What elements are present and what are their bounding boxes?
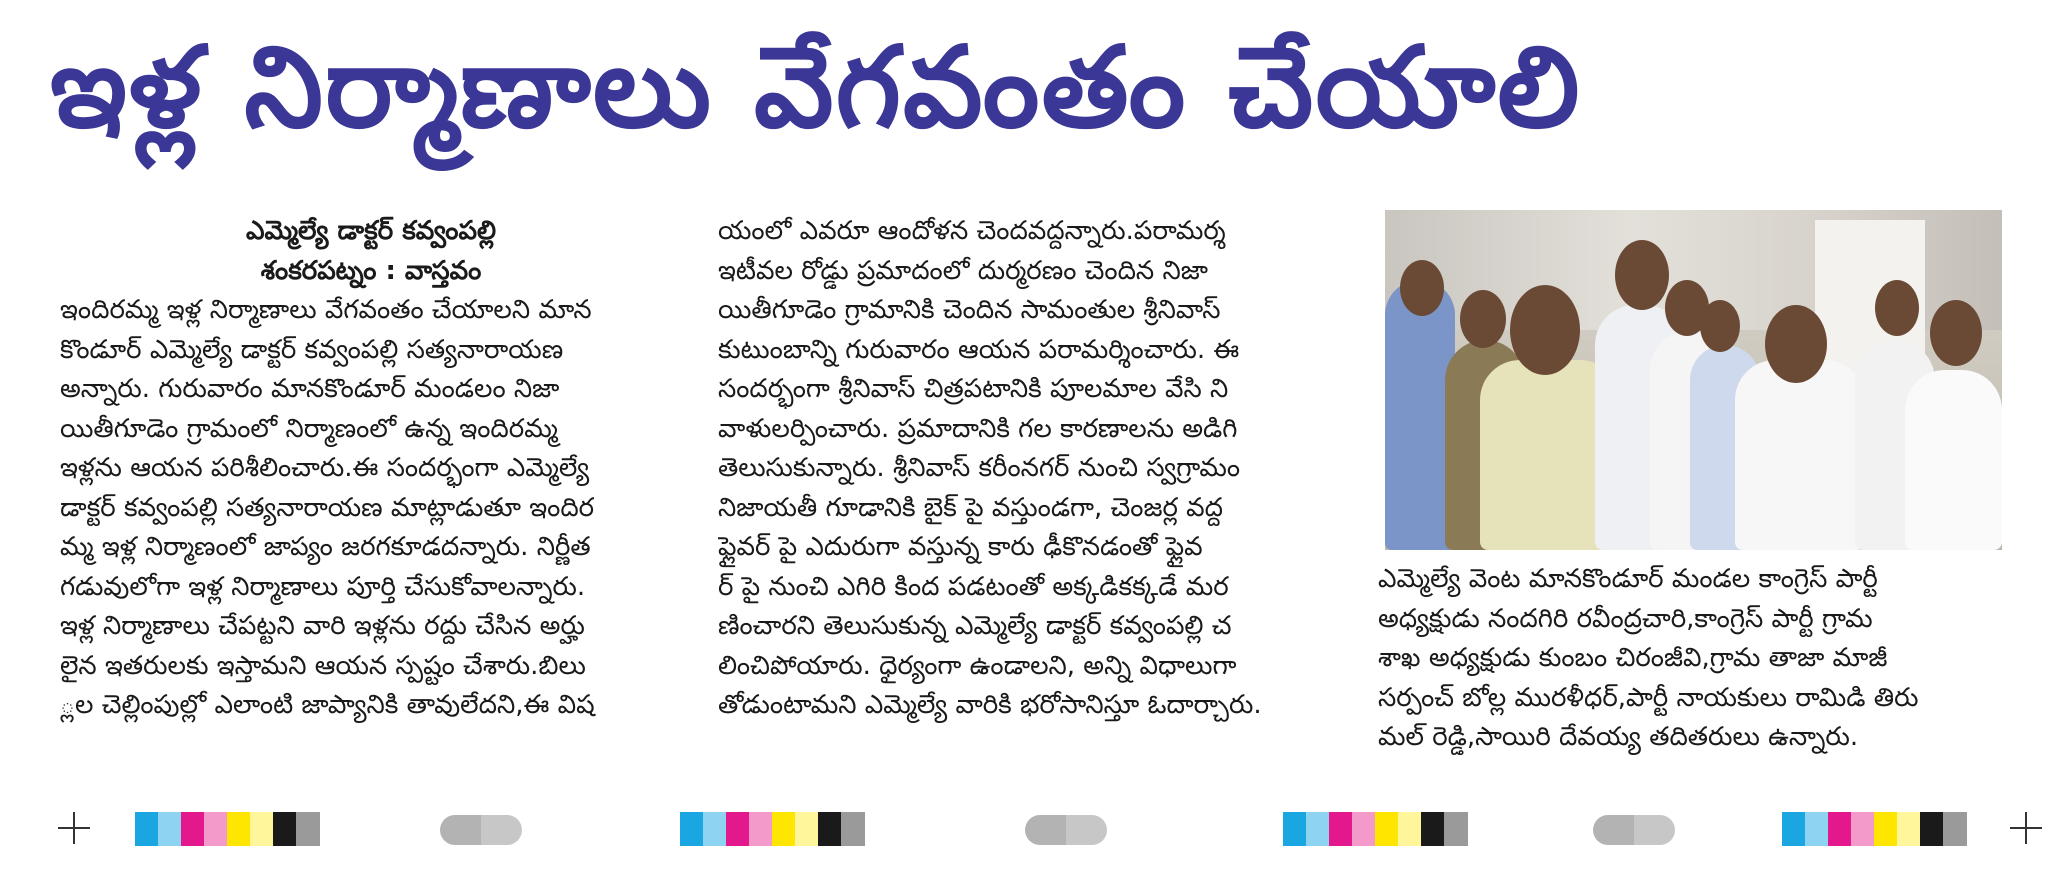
color-swatch <box>772 812 796 846</box>
color-swatch <box>1805 812 1829 846</box>
color-swatch <box>1352 812 1376 846</box>
gray-pill-mark <box>1593 815 1675 845</box>
text-line: ఇటీవల రోడ్డు ప్రమాదంలో దుర్మరణం చెందిన నిజా <box>718 255 1208 286</box>
dateline: శంకరపట్నం : వాస్తవం <box>260 255 482 286</box>
text-line: కుటుంబాన్ని గురువారం ఆయన పరామర్శించారు. ఈ <box>718 334 1240 365</box>
text-line: లైన ఇతరులకు ఇస్తామని ఆయన స్పష్టం చేశారు.బిలు <box>60 650 586 681</box>
color-swatch <box>1828 812 1852 846</box>
color-swatch <box>1851 812 1875 846</box>
text-line: వాళులర్పించారు. ప్రమాదానికి గల కారణాలను అడిగి <box>718 413 1238 444</box>
color-swatch <box>726 812 750 846</box>
photo-head <box>1460 290 1506 348</box>
color-swatch <box>1329 812 1353 846</box>
text-line: నిజాయతీ గూడానికి బైక్ పై వస్తుండగా, చెంజర్ల వద్ద <box>718 492 1224 523</box>
color-swatch <box>1874 812 1898 846</box>
color-swatch <box>818 812 842 846</box>
color-swatch <box>1421 812 1445 846</box>
text-line: ణించారని తెలుసుకున్న ఎమ్మెల్యే డాక్టర్ కవ్వంపల్లి చ <box>718 611 1232 641</box>
color-swatch <box>1398 812 1422 846</box>
text-line: గడువులోగా ఇళ్ల నిర్మాణాలు పూర్తి చేసుకోవాలన్నారు. <box>60 571 586 602</box>
text-line: డాక్టర్ కవ్వంపల్లి సత్యనారాయణ మాట్లాడుతూ ఇందిర <box>60 492 595 523</box>
text-line: అన్నారు. గురువారం మానకొండూర్ మండలం నిజా <box>60 374 560 404</box>
text-line: ఫ్లైవర్ పై ఎదురుగా వస్తున్న కారు ఢీకొనడంతో ఫ్లైవ <box>718 532 1203 562</box>
color-swatch <box>1920 812 1944 846</box>
text-line: సర్పంచ్ బోల్ల మురళీధర్,పార్టీ నాయకులు రామిడి తిరు <box>1378 682 1919 713</box>
color-swatch <box>1444 812 1468 846</box>
photo-head <box>1875 280 1919 336</box>
text-line: లించిపోయారు. ధైర్యంగా ఉండాలని, అన్ని విధాలుగా <box>718 650 1237 681</box>
gray-pill-mark <box>1025 815 1107 845</box>
color-swatch <box>1375 812 1399 846</box>
byline: ఎమ్మెల్యే డాక్టర్ కవ్వంపల్లి <box>245 216 497 246</box>
color-swatch <box>1897 812 1921 846</box>
text-line: తోడుంటామని ఎమ్మెల్యే వారికి భరోసానిస్తూ ఓదార్చారు. <box>718 690 1262 720</box>
news-photo <box>1385 210 2002 550</box>
text-line: ఇళ్ల నిర్మాణాలు చేపట్టని వారి ఇళ్లను రద్దు చేసిన అర్హు <box>60 611 585 641</box>
text-line: మల్ రెడ్డి,సాయిరి దేవయ్య తదితరులు ఉన్నారు. <box>1378 722 1859 752</box>
color-swatch <box>273 812 297 846</box>
color-swatch <box>1943 812 1967 846</box>
color-swatch <box>158 812 182 846</box>
text-line: యంలో ఎవరూ ఆందోళన చెందవద్దన్నారు.పరామర్శ <box>718 216 1226 246</box>
photo-person <box>1905 370 2002 550</box>
text-line: ర్ పై నుంచి ఎగిరి కింద పడటంతో అక్కడికక్కడే మర <box>718 571 1229 602</box>
color-swatch <box>227 812 251 846</box>
text-line: తెలుసుకున్నారు. శ్రీనివాస్ కరీంనగర్ నుంచి స్వగ్రామం <box>718 453 1241 483</box>
text-line: మ్మ ఇళ్ల నిర్మాణంలో జాప్యం జరగకూడదన్నారు. నిర్ణీత <box>60 532 591 562</box>
color-swatch <box>296 812 320 846</box>
color-swatch <box>181 812 205 846</box>
text-line: కొండూర్ ఎమ్మెల్యే డాక్టర్ కవ్వంపల్లి సత్యనారాయణ <box>60 334 564 365</box>
photo-head <box>1510 285 1580 375</box>
photo-head <box>1765 305 1827 383</box>
article-column-3 <box>1378 560 2018 758</box>
text-line: ఎమ్మెల్యే వెంట మానకొండూర్ మండల కాంగ్రెస్ పార్టీ <box>1378 564 1878 594</box>
color-swatch <box>250 812 274 846</box>
color-swatch <box>1782 812 1806 846</box>
gray-pill-mark <box>440 815 522 845</box>
registration-cross-left <box>58 812 90 844</box>
color-swatch <box>204 812 228 846</box>
color-swatch <box>680 812 704 846</box>
text-line: ఇళ్లను ఆయన పరిశీలించారు.ఈ సందర్భంగా ఎమ్మెల్యే <box>60 453 590 483</box>
article-column-1 <box>60 212 682 726</box>
photo-head <box>1615 240 1669 310</box>
text-line: ఇందిరమ్మ ఇళ్ల నిర్మాణాలు వేగవంతం చేయాలని మాన <box>60 295 592 325</box>
photo-person <box>1735 360 1865 550</box>
color-swatch <box>1283 812 1307 846</box>
text-line: అధ్యక్షుడు నందగిరి రవీంద్రచారి,కాంగ్రెస్ పార్టీ గ్రామ <box>1378 603 1873 634</box>
text-line: సందర్భంగా శ్రీనివాస్ చిత్రపటానికి పూలమాల వేసి ని <box>718 374 1229 404</box>
headline: ఇళ్ల నిర్మాణాలు వేగవంతం చేయాలి <box>50 23 1582 153</box>
registration-cross-right <box>2010 812 2042 844</box>
color-swatch <box>795 812 819 846</box>
color-swatch <box>1306 812 1330 846</box>
photo-head <box>1930 300 1982 366</box>
color-swatch <box>703 812 727 846</box>
text-line: శాఖ అధ్యక్షుడు కుంబం చిరంజీవి,గ్రామ తాజా మాజీ <box>1378 643 1888 673</box>
photo-head <box>1400 260 1444 316</box>
color-swatch <box>749 812 773 846</box>
color-swatch <box>135 812 159 846</box>
text-line: యితీగూడెం గ్రామానికి చెందిన సామంతుల శ్రీనివాస్ <box>718 295 1221 325</box>
text-line: ్లల చెల్లింపుల్లో ఎలాంటి జాప్యానికి తావులేదని,ఈ విష <box>60 690 595 720</box>
article-column-2 <box>718 212 1358 726</box>
photo-head <box>1700 300 1740 352</box>
text-line: యితీగూడెం గ్రామంలో నిర్మాణంలో ఉన్న ఇందిరమ్మ <box>60 413 558 444</box>
color-swatch <box>841 812 865 846</box>
